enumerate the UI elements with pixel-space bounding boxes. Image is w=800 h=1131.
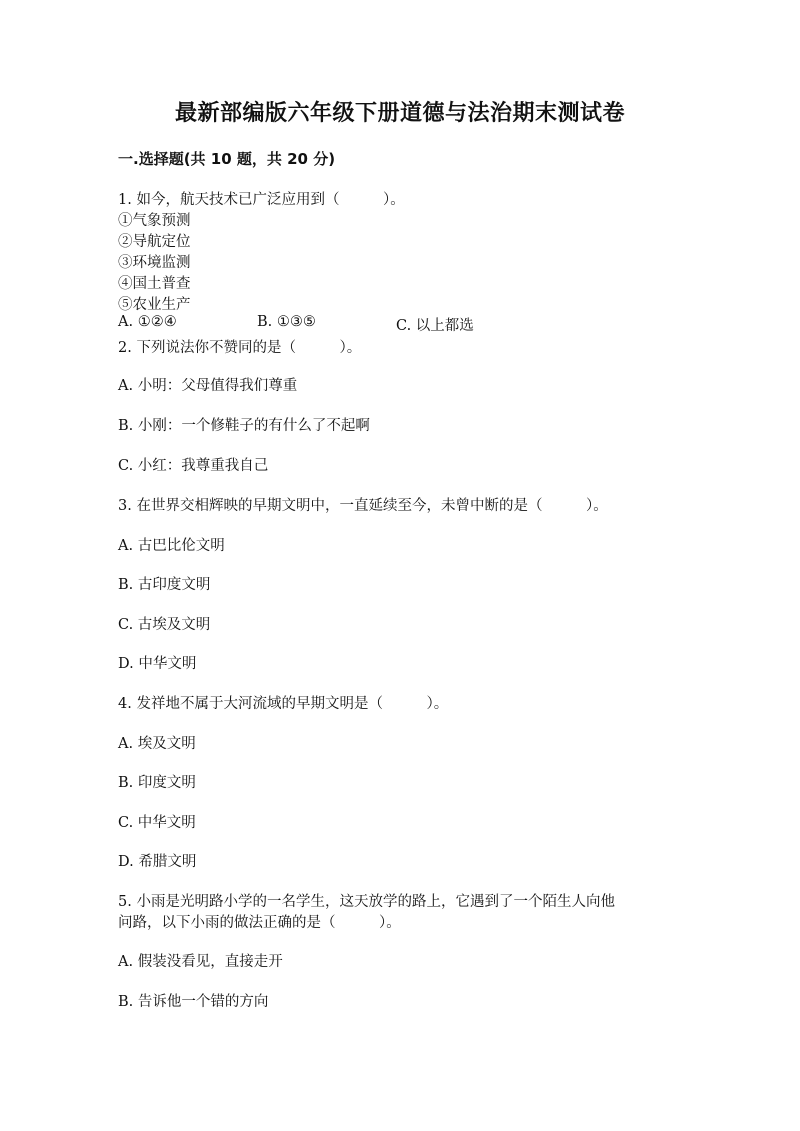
question-5-stem-line-1: 5. 小雨是光明路小学的一名学生，这天放学的路上，它遇到了一个陌生人向他 (118, 894, 615, 910)
question-5-option-b: B. 告诉他一个错的方向 (118, 994, 269, 1010)
question-2-stem: 2. 下列说法你不赞同的是（ ）。 (118, 340, 362, 356)
question-4-stem: 4. 发祥地不属于大河流域的早期文明是（ ）。 (118, 696, 449, 712)
question-3-stem: 3. 在世界交相辉映的早期文明中，一直延续至今，未曾中断的是（ ）。 (118, 498, 608, 514)
question-1-item: ②导航定位 (118, 234, 191, 250)
question-1-item: ④国土普查 (118, 276, 191, 292)
question-3-option-d: D. 中华文明 (118, 656, 197, 672)
section-heading: 一.选择题(共 10 题，共 20 分) (118, 150, 336, 168)
question-1-option-b: B. ①③⑤ (257, 314, 316, 330)
question-4-option-d: D. 希腊文明 (118, 854, 197, 870)
question-1-item: ⑤农业生产 (118, 297, 191, 313)
question-3-option-a: A. 古巴比伦文明 (118, 538, 225, 554)
question-3-option-b: B. 古印度文明 (118, 577, 211, 593)
question-1-option-c: C. 以上都选 (396, 318, 474, 334)
question-2-option-b: B. 小刚：一个修鞋子的有什么了不起啊 (118, 418, 370, 434)
question-5-stem-line-2: 问路，以下小雨的做法正确的是（ ）。 (118, 915, 401, 931)
question-1-item: ③环境监测 (118, 255, 191, 271)
page-title: 最新部编版六年级下册道德与法治期末测试卷 (174, 101, 625, 126)
question-3-option-c: C. 古埃及文明 (118, 617, 211, 633)
question-4-option-a: A. 埃及文明 (118, 736, 196, 752)
question-1-item: ①气象预测 (118, 213, 191, 229)
question-5-option-a: A. 假装没看见，直接走开 (118, 954, 283, 970)
question-4-option-b: B. 印度文明 (118, 775, 196, 791)
question-2-option-c: C. 小红：我尊重我自己 (118, 458, 269, 474)
question-2-option-a: A. 小明：父母值得我们尊重 (118, 378, 298, 394)
question-4-option-c: C. 中华文明 (118, 815, 196, 831)
question-1-stem: 1. 如今，航天技术已广泛应用到（ ）。 (118, 192, 405, 208)
question-1-option-a: A. ①②④ (118, 314, 177, 330)
